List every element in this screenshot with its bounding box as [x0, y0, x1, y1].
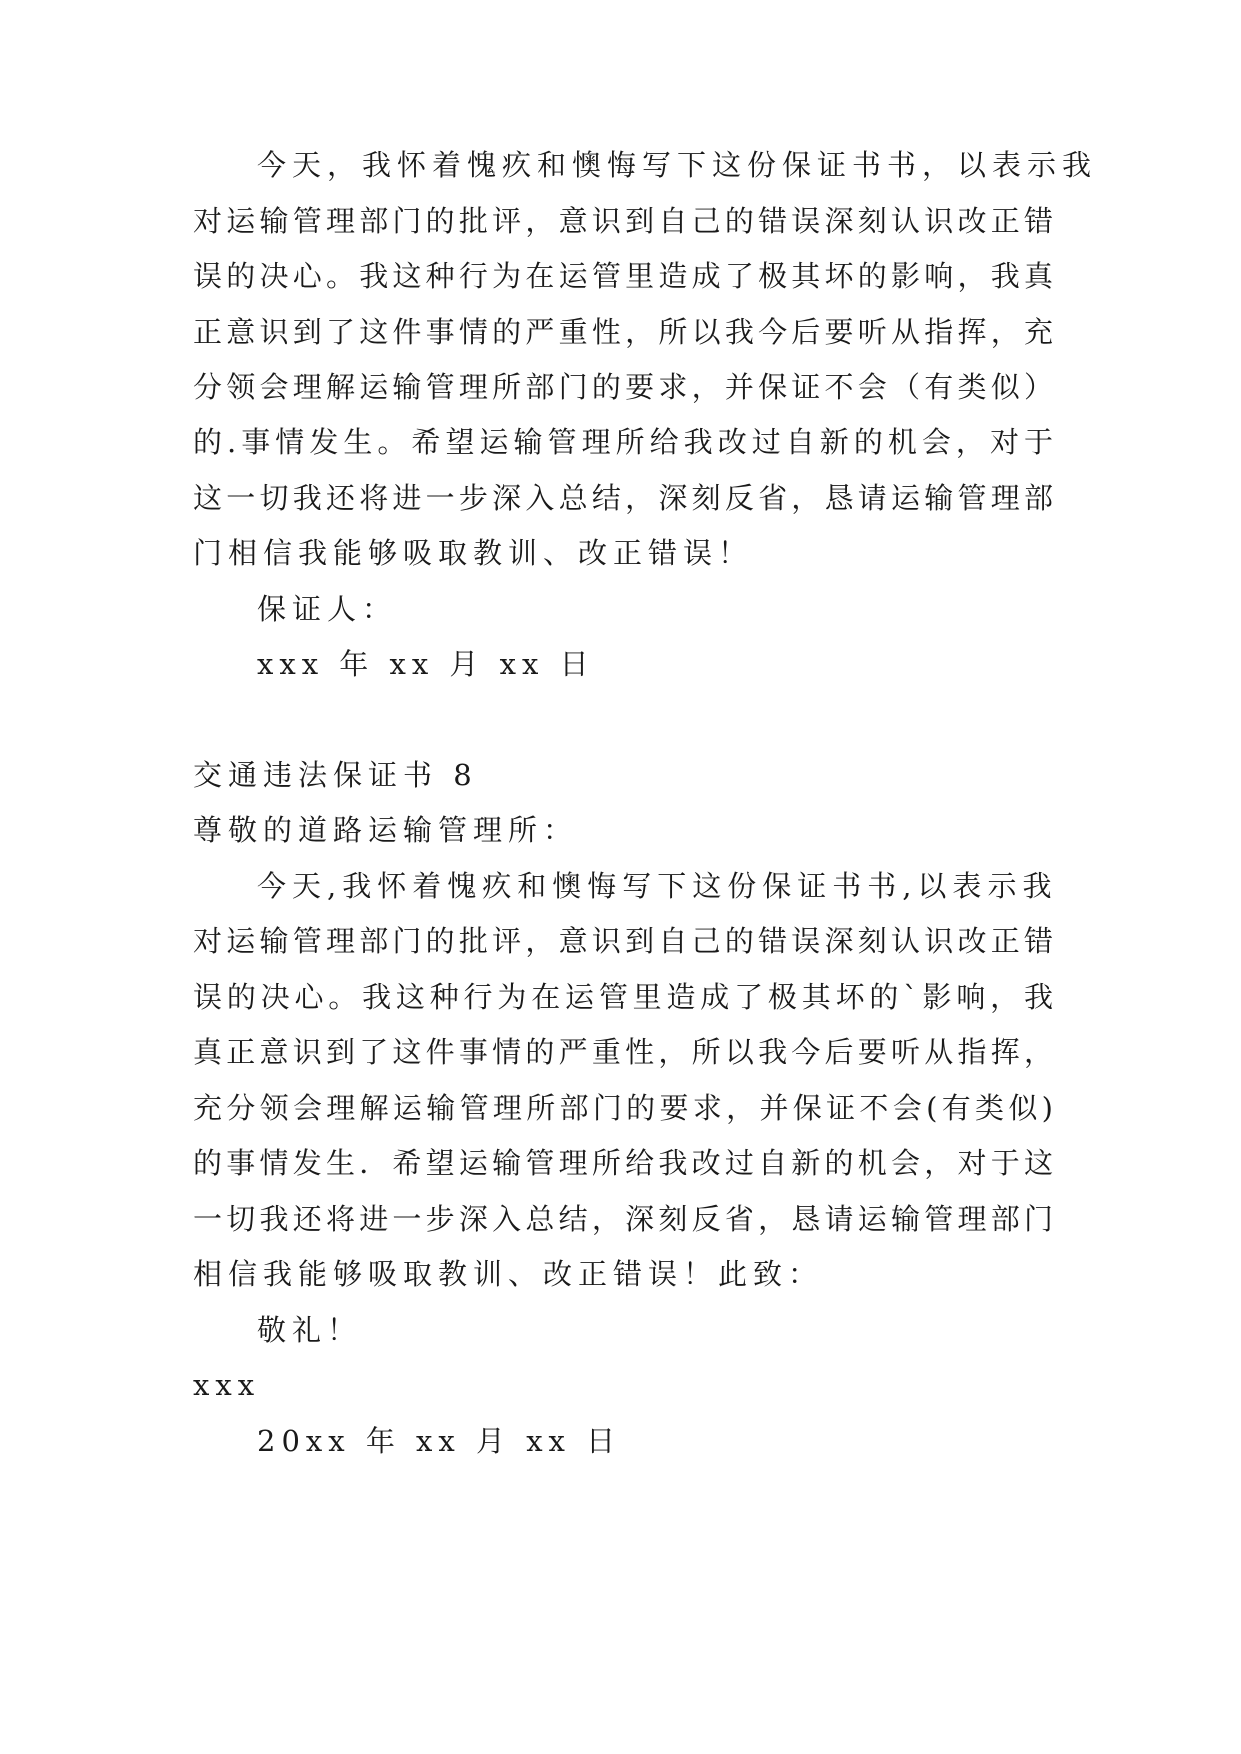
s2-paragraph-line-7: 一切我还将进一步深入总结，深刻反省，恳请运输管理部门	[193, 1202, 1053, 1236]
s2-paragraph-line-3: 误的决心。我这种行为在运管里造成了极其坏的`影响，我	[193, 980, 1053, 1014]
s1-date: xxx 年 xx 月 xx 日	[257, 647, 595, 681]
s2-title: 交通违法保证书 8	[193, 758, 478, 792]
s2-paragraph-line-6: 的事情发生．希望运输管理所给我改过自新的机会，对于这	[193, 1146, 1053, 1180]
s2-paragraph-line-5: 充分领会理解运输管理所部门的要求，并保证不会(有类似)	[193, 1091, 1053, 1125]
s2-paragraph-line-8: 相信我能够吸取教训、改正错误！此致：	[193, 1257, 824, 1291]
s1-paragraph-line-3: 误的决心。我这种行为在运管里造成了极其坏的影响，我真	[193, 259, 1053, 293]
s2-paragraph-line-1: 今天,我怀着愧疚和懊悔写下这份保证书书,以表示我	[257, 869, 1058, 903]
s1-paragraph-line-7: 这一切我还将进一步深入总结，深刻反省，恳请运输管理部	[193, 481, 1053, 515]
s1-paragraph-line-1: 今天，我怀着愧疚和懊悔写下这份保证书书，以表示我	[257, 148, 1098, 182]
s2-salutation: 尊敬的道路运输管理所：	[193, 813, 579, 847]
s2-paragraph-line-2: 对运输管理部门的批评，意识到自己的错误深刻认识改正错	[193, 924, 1053, 958]
s1-paragraph-line-2: 对运输管理部门的批评，意识到自己的错误深刻认识改正错	[193, 204, 1053, 238]
s1-paragraph-line-5: 分领会理解运输管理所部门的要求，并保证不会（有类似）	[193, 370, 1053, 404]
s2-date: 20xx 年 xx 月 xx 日	[257, 1424, 622, 1458]
s1-paragraph-line-8: 门相信我能够吸取教训、改正错误！	[193, 536, 754, 570]
s2-closing: 敬礼！	[257, 1313, 363, 1347]
s1-signer-label: 保证人：	[257, 592, 398, 626]
s2-paragraph-line-4: 真正意识到了这件事情的严重性，所以我今后要听从指挥，	[193, 1035, 1053, 1069]
s2-signer: xxx	[193, 1368, 261, 1402]
s1-paragraph-line-6: 的.事情发生。希望运输管理所给我改过自新的机会，对于	[193, 425, 1053, 459]
s1-paragraph-line-4: 正意识到了这件事情的严重性，所以我今后要听从指挥，充	[193, 315, 1053, 349]
